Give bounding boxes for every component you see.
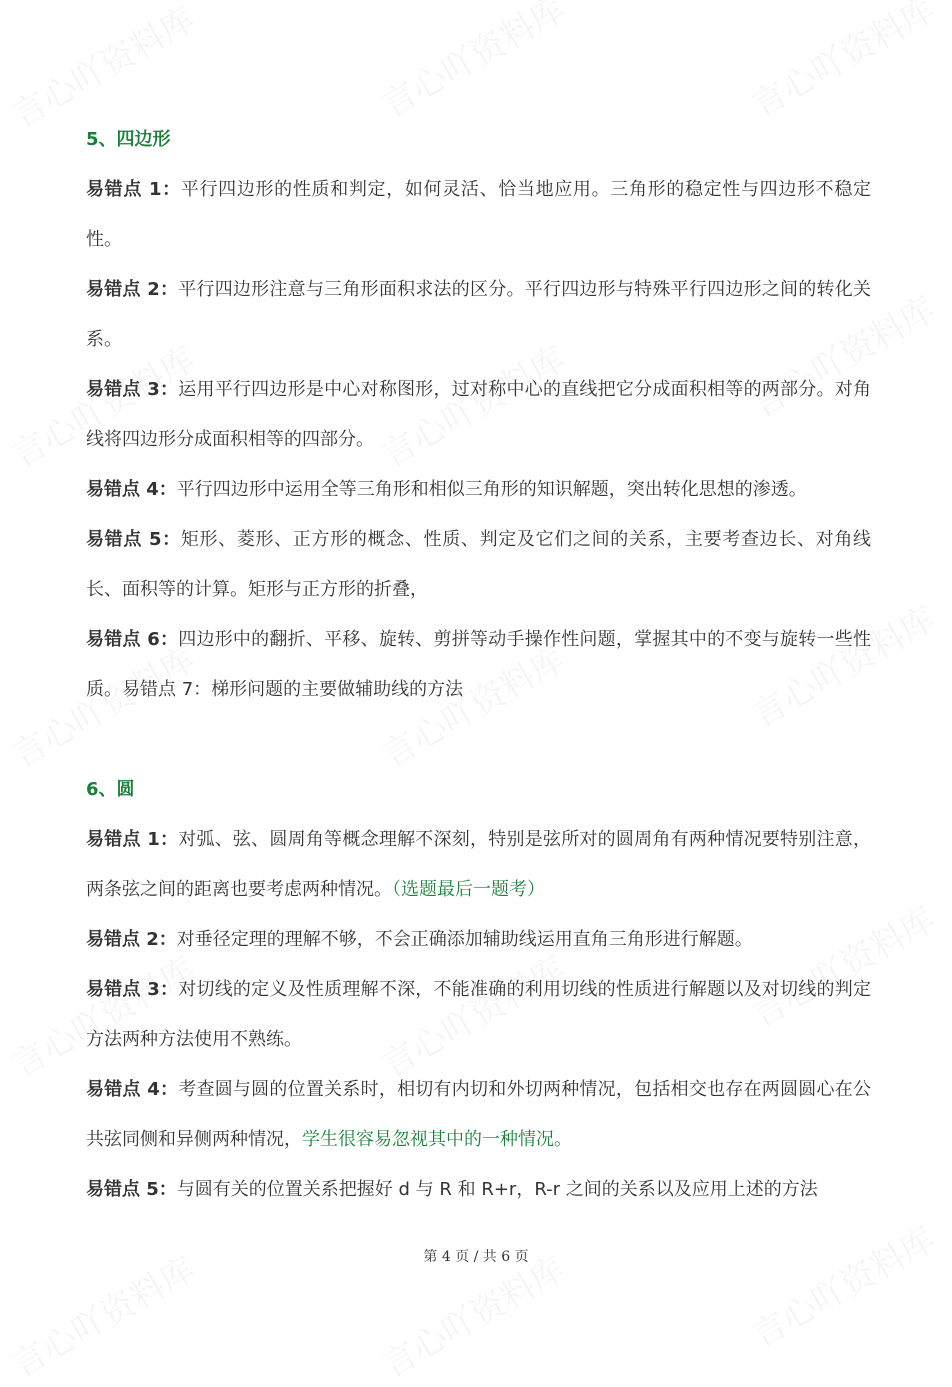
list-item bbox=[86, 1165, 871, 1215]
item-text: 与圆有关的位置关系把握好 d 与 R 和 R+r，R-r 之间的关系以及应用上述的方法 bbox=[176, 1179, 818, 1200]
list-item bbox=[86, 1065, 871, 1165]
section-circle bbox=[86, 765, 871, 1215]
list-item bbox=[86, 965, 871, 1065]
item-text: 对弧、弦、圆周角等概念理解不深刻，特别是弦所对的圆周角有两种情况要特别注意，两条弦之间的距离也要考虑两种情况。 bbox=[86, 829, 871, 900]
watermark-text bbox=[741, 1212, 942, 1356]
item-text: 平行四边形注意与三角形面积求法的区分。平行四边形与特殊平行四边形之间的转化关系。 bbox=[86, 279, 871, 350]
section-heading: 5、四边形 bbox=[86, 129, 171, 150]
item-label: 易错点 5： bbox=[86, 1179, 177, 1200]
item-label: 易错点 1： bbox=[86, 829, 179, 850]
item-text: 矩形、菱形、正方形的概念、性质、判定及它们之间的关系，主要考查边长、对角线长、面积等的计算。矩形与正方形的折叠， bbox=[86, 529, 871, 600]
item-text: 考查圆与圆的位置关系时，相切有内切和外切两种情况，包括相交也存在两圆圆心在公共弦同侧和异侧两种情况， bbox=[86, 1079, 871, 1150]
item-label: 易错点 5： bbox=[86, 529, 181, 550]
list-item bbox=[86, 815, 871, 915]
item-note: 学生很容易忽视其中的一种情况。 bbox=[302, 1129, 572, 1150]
watermark-text bbox=[371, 0, 572, 127]
item-label: 易错点 2： bbox=[86, 929, 177, 950]
list-item bbox=[86, 515, 871, 615]
list-item bbox=[86, 265, 871, 365]
item-label: 易错点 3： bbox=[86, 979, 179, 1000]
item-text: 四边形中的翻折、平移、旋转、剪拼等动手操作性问题，掌握其中的不变与旋转一些性质。易错点 7：梯形问题的主要做辅助线的方法 bbox=[86, 629, 871, 700]
item-note: （选题最后一题考） bbox=[392, 879, 545, 900]
item-text: 对垂径定理的理解不够，不会正确添加辅助线运用直角三角形进行解题。 bbox=[176, 929, 753, 950]
section-quadrilateral bbox=[86, 115, 871, 715]
item-label: 易错点 6： bbox=[86, 629, 179, 650]
list-item bbox=[86, 165, 871, 265]
item-text: 平行四边形中运用全等三角形和相似三角形的知识解题，突出转化思想的渗透。 bbox=[176, 479, 807, 500]
list-item bbox=[86, 365, 871, 465]
list-item bbox=[86, 915, 871, 965]
document-body bbox=[86, 115, 871, 1215]
item-text: 运用平行四边形是中心对称图形，过对称中心的直线把它分成面积相等的两部分。对角线将四边形分成面积相等的四部分。 bbox=[86, 379, 871, 450]
list-item bbox=[86, 615, 871, 715]
item-label: 易错点 4： bbox=[86, 479, 177, 500]
item-text: 对切线的定义及性质理解不深，不能准确的利用切线的性质进行解题以及对切线的判定方法两种方法使用不熟练。 bbox=[86, 979, 871, 1050]
item-label: 易错点 2： bbox=[86, 279, 179, 300]
page-number: 第 4 页 / 共 6 页 bbox=[423, 1249, 529, 1265]
item-label: 易错点 4： bbox=[86, 1079, 179, 1100]
item-text: 平行四边形的性质和判定，如何灵活、恰当地应用。三角形的稳定性与四边形不稳定性。 bbox=[86, 179, 871, 250]
watermark-text bbox=[741, 0, 942, 127]
item-label: 易错点 1： bbox=[86, 179, 181, 200]
section-heading: 6、圆 bbox=[86, 779, 135, 800]
item-label: 易错点 3： bbox=[86, 379, 179, 400]
list-item bbox=[86, 465, 871, 515]
